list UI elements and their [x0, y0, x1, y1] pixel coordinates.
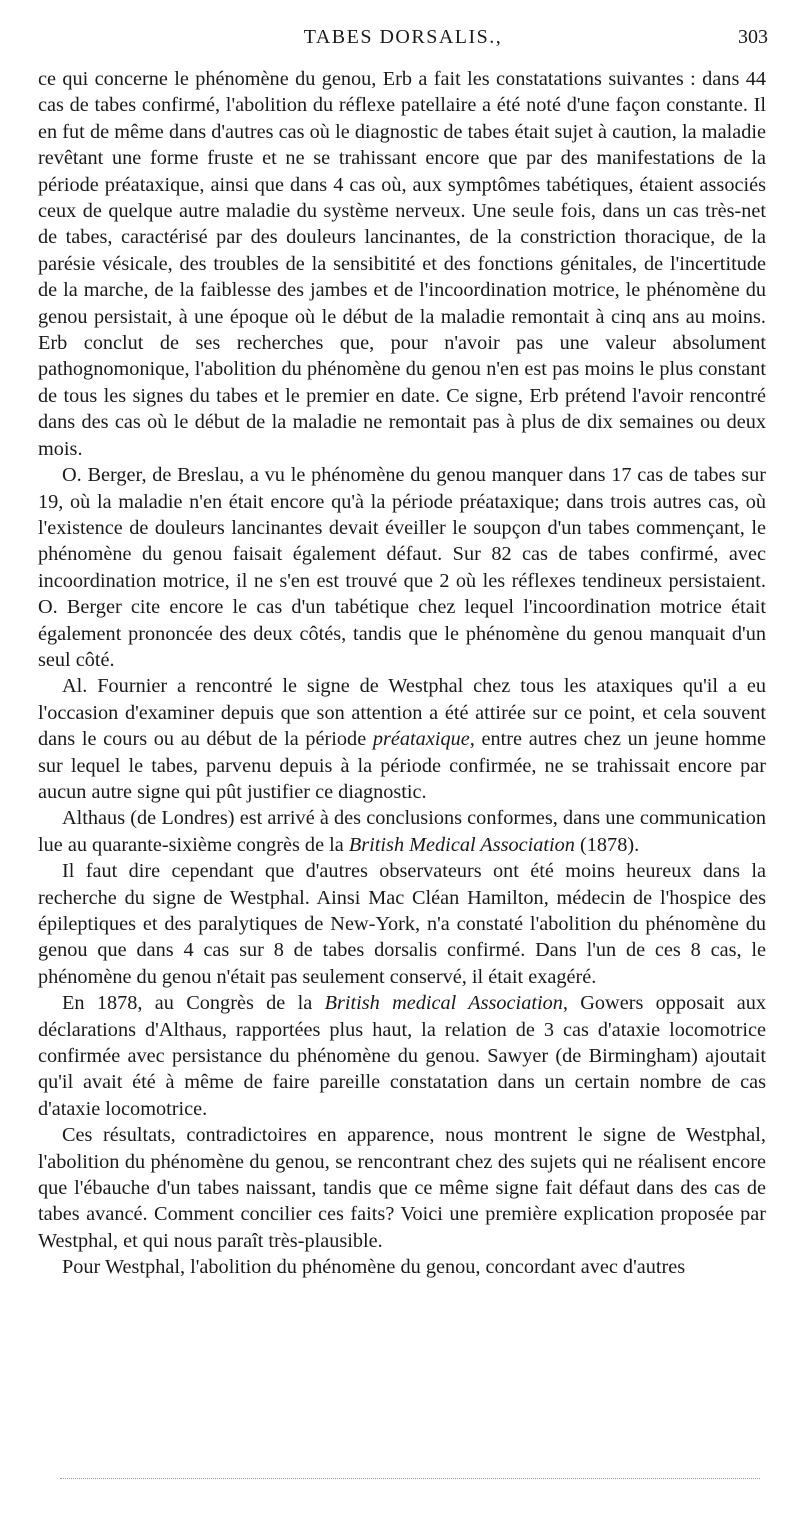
italic-text: British medical Association	[324, 992, 563, 1015]
paragraph-text: , entre autres chez un jeune homme sur lequel le tabes, parvenu depuis à la période confirmée, ne se trahissait encore par aucun autre signe qui pût justifier ce diagnostic.	[38, 728, 766, 803]
paragraph-text: Ces résultats, contradictoires en apparence, nous montrent le signe de Westphal, l'abolition du phénomène du genou, se rencontrant chez des sujets qui ne réalisent encore que l'ébauche d'un tabes naissant, tandis que ce même signe fait défaut dans des cas de tabes avancé. Comment concilier ces faits? Voici une première explication proposée par Westphal, et qui nous paraît très-plausible.	[38, 1124, 766, 1252]
paragraph-text: (1878).	[574, 833, 640, 856]
running-title: TABES DORSALIS.,	[303, 26, 503, 48]
italic-text: préataxique	[372, 728, 470, 751]
body-text	[38, 66, 766, 1281]
page-number: 303	[738, 26, 768, 48]
body-paragraph	[38, 1122, 766, 1254]
paragraph-text: Al. Fournier a rencontré le signe de Westphal chez tous les ataxiques qu'il a eu l'occasion d'examiner depuis que son attention a été attirée sur ce point, et cela souvent dans le cours ou au début de la période	[38, 675, 766, 751]
paragraph-text: Althaus (de Londres) est arrivé à des conclusions conformes, dans une communication lue au quarante-sixième congrès de la	[38, 807, 766, 856]
body-paragraph	[38, 66, 766, 462]
paragraph-text: , Gowers opposait aux déclarations d'Althaus, rapportées plus haut, la relation de 3 cas d'ataxie locomotrice confirmée avec persistance du phénomène du genou. Sawyer (de Birmingham) ajoutait qu'il avait été à même de faire pareille constatation dans un certain nombre de cas d'ataxie locomotrice.	[38, 992, 766, 1120]
footer-rule	[60, 1478, 760, 1479]
body-paragraph	[38, 1254, 766, 1280]
paragraph-text: En 1878, au Congrès de la	[62, 992, 325, 1015]
paragraph-text: Il faut dire cependant que d'autres observateurs ont été moins heureux dans la recherche du signe de Westphal. Ainsi Mac Cléan Hamilton, médecin de l'hospice des épileptiques et des paralytiques de New-York, n'a constaté l'abolition du phénomène du genou que dans 4 cas sur 8 de tabes dorsalis confirmé. Dans l'un de ces 8 cas, le phénomène du genou n'était pas seulement conservé, il était exagéré.	[38, 860, 766, 988]
paragraph-text: Pour Westphal, l'abolition du phénomène du genou, concordant avec d'autres	[62, 1256, 686, 1279]
body-paragraph	[38, 990, 766, 1122]
body-paragraph	[38, 858, 766, 990]
body-paragraph	[38, 462, 766, 673]
paragraph-text: O. Berger, de Breslau, a vu le phénomène du genou manquer dans 17 cas de tabes sur 19, où la maladie n'en était encore qu'à la période préataxique; dans trois autres cas, où l'existence de douleurs lancinantes devait éveiller le soupçon d'un tabes commençant, le phénomène du genou faisait également défaut. Sur 82 cas de tabes confirmé, avec incoordination motrice, il ne s'en est trouvé que 2 où les réflexes tendineux persistaient. O. Berger cite encore le cas d'un tabétique chez lequel l'incoordination motrice était également prononcée des deux côtés, tandis que le phénomène du genou manquait d'un seul côté.	[38, 464, 766, 671]
italic-text: British Medical Association	[348, 833, 575, 856]
body-paragraph	[38, 805, 766, 858]
body-paragraph	[38, 673, 766, 805]
paragraph-text: ce qui concerne le phénomène du genou, Erb a fait les constatations suivantes : dans 44 cas de tabes confirmé, l'abolition du réflexe patellaire a été noté d'une façon constante. Il en fut de même dans d'autres cas où le diagnostic de tabes était sujet à caution, la maladie revêtant une forme fruste et ne se trahissant encore que par des manifestations de la période préataxique, ainsi que dans 4 cas où, aux symptômes tabétiques, étaient associés ceux de quelque autre maladie du système nerveux. Une seule fois, dans un cas très-net de tabes, caractérisé par des douleurs lancinantes, de la constriction thoracique, de la parésie vésicale, des troubles de la sensibitité et des fonctions génitales, de l'incertitude de la marche, de la faiblesse des jambes et de l'incoordination motrice, le phénomène du genou persistait, à une époque où le début de la maladie remontait à cinq ans au moins. Erb conclut de ses recherches que, pour n'avoir pas une valeur absolument pathognomonique, l'abolition du phénomène du genou n'en est pas moins le plus constant de tous les signes du tabes et le premier en date. Ce signe, Erb prétend l'avoir rencontré dans des cas où le début de la maladie ne remontait pas à plus de dix semaines ou deux mois.	[38, 68, 766, 460]
running-header	[38, 26, 768, 56]
